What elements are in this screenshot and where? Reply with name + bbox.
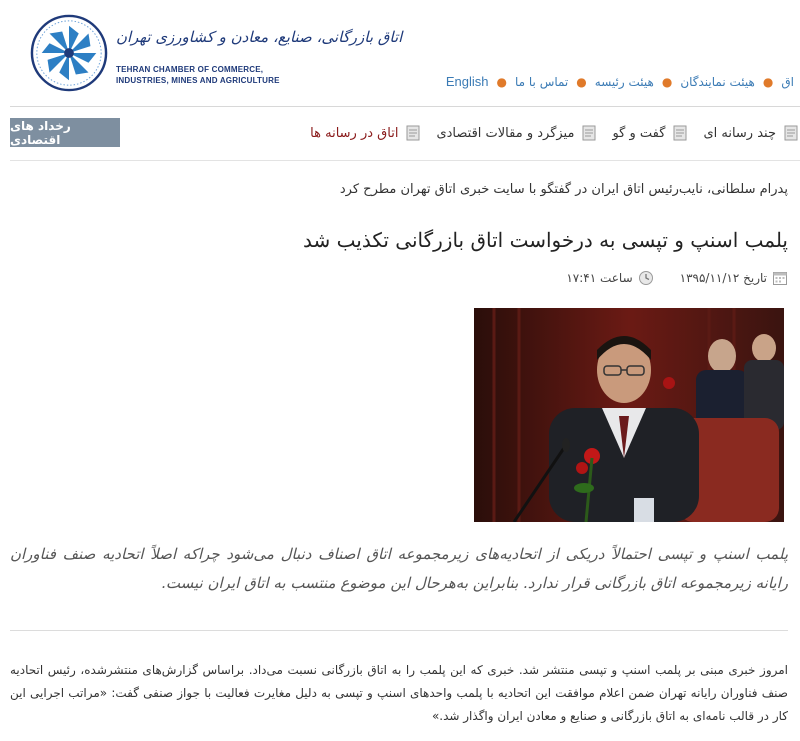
nav-label: چند رسانه ای xyxy=(703,125,776,141)
top-navigation xyxy=(440,74,800,89)
document-icon xyxy=(580,124,598,142)
document-icon xyxy=(671,124,689,142)
chamber-logo-icon[interactable] xyxy=(30,14,108,92)
nav-item-interview[interactable] xyxy=(612,124,689,142)
separator-dot-icon: ● xyxy=(762,74,774,89)
nav-item-multimedia[interactable] xyxy=(703,124,800,142)
topnav-item-board[interactable]: هیئت رئیسه xyxy=(594,74,654,89)
logo-title-en-line2: INDUSTRIES, MINES AND AGRICULTURE xyxy=(116,76,280,85)
nav-item-chamber-in-media[interactable] xyxy=(310,124,422,142)
economic-events-button[interactable]: رخداد های اقتصادی xyxy=(10,118,120,147)
document-icon xyxy=(782,124,800,142)
document-icon xyxy=(404,124,422,142)
calendar-icon xyxy=(772,270,788,286)
article-date: تاریخ ۱۳۹۵/۱۱/۱۲ xyxy=(679,271,767,285)
nav-label: اتاق در رسانه ها xyxy=(310,125,399,141)
clock-icon xyxy=(638,270,654,286)
logo-title-fa: اتاق بازرگانی، صنایع، معادن و کشاورزی تهران xyxy=(116,28,403,46)
nav-label: گفت و گو xyxy=(612,125,666,141)
separator-dot-icon: ● xyxy=(576,74,587,89)
topnav-item-representatives[interactable]: هیئت نمایندگان xyxy=(680,74,755,89)
article-headline: پلمب اسنپ و تپسی به درخواست اتاق بازرگانی تکذیب شد xyxy=(303,228,788,252)
article-body: امروز خبری مبنی بر پلمب اسنپ و تپسی منتشر شد. خبری که این پلمب را به اتاق بازرگانی نسبت می‌داد. براساس گزارش‌های منتشرشده، رئیس اتحادیه صنف فناوران رایانه تهران ضمن اعلام موافقت این اتحادیه با پلمب واحدهای اسنپ و تپسی به دلیل مغایرت فعالیت با جواز صنفی گفت: «مراتب اجرایی این کار در قالب نامه‌ای به اتاق بازرگانی و صنایع و معادن ایران واگذار شد.» xyxy=(10,663,788,723)
nav-label: میزگرد و مقالات اقتصادی xyxy=(436,125,575,141)
topnav-item-contact[interactable]: تماس با ما xyxy=(514,74,569,89)
topnav-item-english[interactable]: English xyxy=(445,74,489,89)
separator-dot-icon: ● xyxy=(496,74,507,89)
article-photo xyxy=(474,308,784,522)
separator-dot-icon: ● xyxy=(661,74,673,89)
logo-title-en-line1: TEHRAN CHAMBER OF COMMERCE, xyxy=(116,65,264,74)
body-divider xyxy=(10,630,788,631)
nav-divider xyxy=(10,160,800,161)
article-meta xyxy=(566,270,788,286)
topnav-item-partial[interactable]: اق xyxy=(781,74,794,89)
article-lead: پلمب اسنپ و تپسی احتمالاً دریکی از اتحادیه‌های زیرمجموعه اتاق اصناف دنبال می‌شود چراکه اصلاً اتحادیه صنف فناوران رایانه زیرمجموعه اتاق بازرگانی قرار ندارد. بنابراین به‌هرحال این موضوع منتسب به اتاق ایران نیست. xyxy=(10,545,788,592)
main-navigation xyxy=(296,118,800,148)
header-divider xyxy=(10,106,800,107)
nav-item-roundtable[interactable] xyxy=(436,124,598,142)
article-subtitle: پدرام سلطانی، نایب‌رئیس اتاق ایران در گفتگو با سایت خبری اتاق تهران مطرح کرد xyxy=(339,182,788,197)
article-time: ساعت ۱۷:۴۱ xyxy=(566,271,633,285)
